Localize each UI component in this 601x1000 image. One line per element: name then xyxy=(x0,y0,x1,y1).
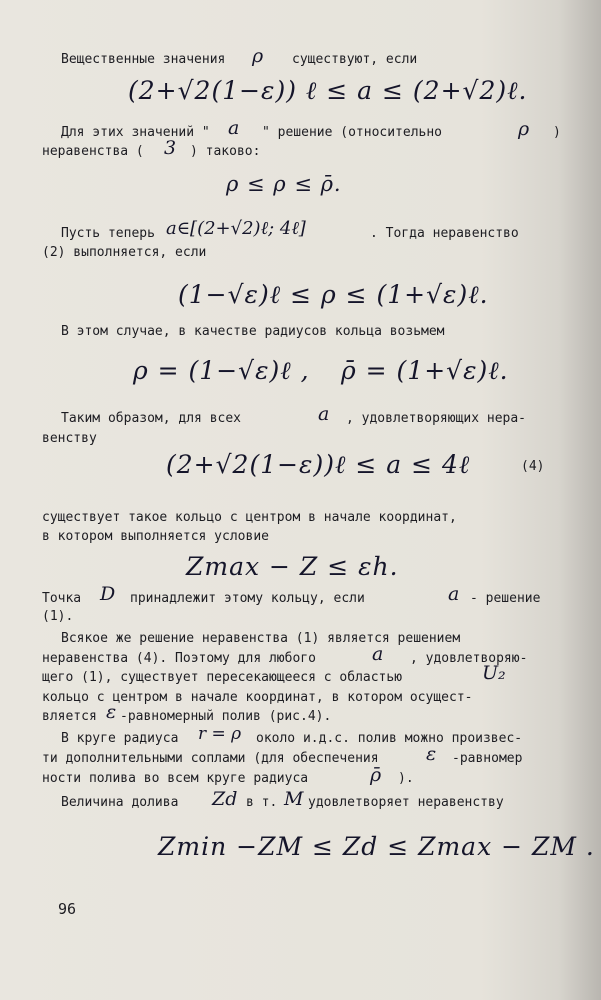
text-line: - решение xyxy=(470,591,541,606)
handwritten-a: a xyxy=(318,403,330,425)
text-line: ). xyxy=(398,771,414,786)
text-line: ) таково: xyxy=(190,144,261,159)
handwritten-rho: ρ xyxy=(252,45,264,67)
text-line: В круге радиуса xyxy=(61,731,179,746)
handwritten-epsilon: ε xyxy=(426,743,437,765)
text-line: -равномер xyxy=(452,751,523,766)
text-line: (1). xyxy=(42,609,74,624)
equation-number: (4) xyxy=(521,459,545,474)
text-line: в котором выполняется условие xyxy=(42,529,269,544)
text-line: венству xyxy=(42,431,97,446)
text-line: Вещественные значения xyxy=(61,52,226,67)
text-line: ти дополнительными соплами (для обеспечения xyxy=(42,751,379,766)
handwritten-U2: U₂ xyxy=(482,662,506,684)
text-line: Всякое же решение неравенства (1) является решением xyxy=(61,631,461,646)
handwritten-equation-3: (1−√ε)ℓ ≤ ρ ≤ (1+√ε)ℓ. xyxy=(178,280,489,309)
handwritten-a: a xyxy=(228,117,240,139)
handwritten-three: 3 xyxy=(164,137,177,159)
handwritten-epsilon: ε xyxy=(106,701,117,723)
text-line: Пусть теперь xyxy=(61,226,155,241)
text-line: ) xyxy=(553,125,561,140)
handwritten-a: a xyxy=(448,583,460,605)
handwritten-equation-4b: ρ̄ = (1+√ε)ℓ. xyxy=(341,356,509,385)
text-line: существуют, если xyxy=(292,52,418,67)
handwritten-Zd: Zd xyxy=(212,788,238,810)
text-line: , удовлетворяю- xyxy=(410,651,528,666)
text-line: вляется xyxy=(42,709,97,724)
handwritten-equation-5: (2+√2(1−ε))ℓ ≤ a ≤ 4ℓ xyxy=(166,450,471,479)
text-line: неравенства (4). Поэтому для любого xyxy=(42,651,316,666)
text-line: ности полива во всем круге радиуса xyxy=(42,771,309,786)
handwritten-D: D xyxy=(100,583,116,605)
page-number: 96 xyxy=(58,900,77,918)
handwritten-r-equals-rho: r = ρ xyxy=(198,724,242,744)
text-line: В этом случае, в качестве радиусов кольца возьмем xyxy=(61,324,445,339)
text-line: неравенства ( xyxy=(42,144,144,159)
text-line: кольцо с центром в начале координат, в котором осущест- xyxy=(42,690,473,705)
text-line: существует такое кольцо с центром в начале координат, xyxy=(42,510,457,525)
handwritten-equation-6: Zmax − Z ≤ εh. xyxy=(186,552,399,581)
handwritten-a: a xyxy=(372,643,384,665)
text-line: , удовлетворяющих нера- xyxy=(346,411,527,426)
text-line: удовлетворяет неравенству xyxy=(308,795,504,810)
text-line: Для этих значений " xyxy=(61,125,210,140)
handwritten-equation-4a: ρ = (1−√ε)ℓ , xyxy=(133,356,310,385)
handwritten-equation-2: ρ ≤ ρ ≤ ρ̄. xyxy=(226,172,342,196)
text-line: (2) выполняется, если xyxy=(42,245,207,260)
text-line: Таким образом, для всех xyxy=(61,411,242,426)
handwritten-rho-bar: ρ̄ xyxy=(370,764,382,786)
text-line: " решение (относительно xyxy=(262,125,443,140)
text-line: Величина долива xyxy=(61,795,179,810)
text-line: . Тогда неравенство xyxy=(370,226,519,241)
handwritten-interval: a∈[(2+√2)ℓ; 4ℓ] xyxy=(166,218,306,239)
text-line: Точка xyxy=(42,591,82,606)
handwritten-equation-7: Zmin −ZM ≤ Zd ≤ Zmax − ZM . xyxy=(158,832,595,861)
text-line: около и.д.с. полив можно произвес- xyxy=(256,731,523,746)
handwritten-M: M xyxy=(284,788,304,810)
handwritten-rho: ρ xyxy=(518,118,530,140)
text-line: принадлежит этому кольцу, если xyxy=(130,591,365,606)
text-line: щего (1), существует пересекающееся с областью xyxy=(42,670,403,685)
text-line: в т. xyxy=(246,795,278,810)
text-line: -равномерный полив (рис.4). xyxy=(120,709,332,724)
handwritten-equation-1: (2+√2(1−ε)) ℓ ≤ a ≤ (2+√2)ℓ. xyxy=(128,76,528,105)
